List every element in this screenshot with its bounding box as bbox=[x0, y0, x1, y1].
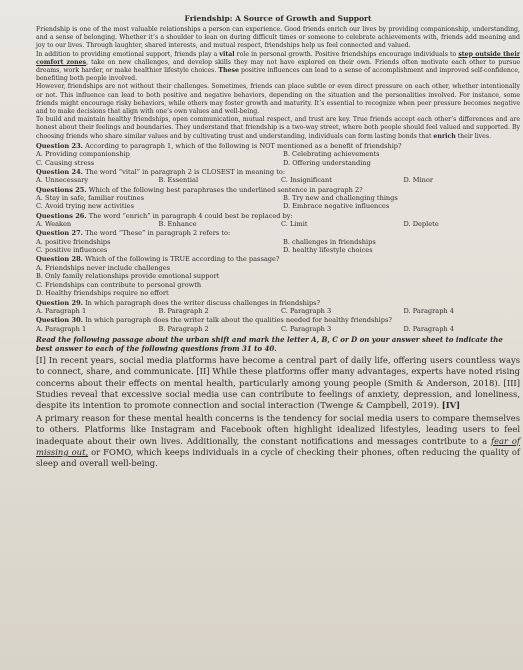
options-30 bbox=[36, 325, 520, 333]
option-a: A. Paragraph 1 bbox=[36, 325, 87, 334]
option-b: B. Paragraph 2 bbox=[158, 307, 209, 316]
keyword-these: These bbox=[218, 67, 239, 75]
option-a: A. positive friendships bbox=[36, 238, 111, 247]
option-b: B. challenges in friendships bbox=[283, 238, 376, 247]
option-a: A. Friendships never include challenges bbox=[36, 264, 170, 273]
section-instruction: Read the following passage about the urban shift and mark the letter A, B, C or D on your answer sheet to indicate the best answer to each of the following questions from 31 to 40. bbox=[36, 335, 503, 354]
question-number: Question 24. bbox=[36, 167, 83, 176]
question-text: Which of the following is TRUE according to the passage? bbox=[82, 255, 280, 264]
question-text: The word “vital” in paragraph 2 is CLOSEST in meaning to: bbox=[82, 167, 286, 176]
option-a: A. Paragraph 1 bbox=[36, 307, 87, 316]
question-text: The word “These” in paragraph 2 refers to: bbox=[82, 229, 231, 238]
question-number: Questions 26. bbox=[36, 211, 87, 220]
text: [III] Studies reveal that excessive social media use can contribute to feelings of anxiety, depression, and loneliness, despite its intention to promote connection and social interaction (Twenge & Campbell, 2019). bbox=[36, 377, 520, 411]
reading-paragraph-4 bbox=[36, 116, 520, 141]
question-text: The word “enrich” in paragraph 4 could best be replaced by: bbox=[86, 211, 293, 220]
option-b: B. Only family relationships provide emotional support bbox=[36, 272, 220, 281]
question-number: Question 23. bbox=[36, 141, 83, 150]
option-c: C. Limit bbox=[281, 220, 308, 229]
text: [I] In recent years, social media platforms have become a central part of daily life, offering users countless ways to connect, share, and communicate. bbox=[36, 355, 520, 377]
options-26 bbox=[36, 220, 520, 228]
reading-passage-2 bbox=[36, 355, 520, 411]
option-b: B. Celebrating achievements bbox=[283, 150, 380, 159]
question-25 bbox=[36, 186, 520, 195]
option-b: B. Paragraph 2 bbox=[158, 325, 209, 334]
option-a: A. Weaken bbox=[36, 220, 72, 229]
text: [II] While these platforms offer many advantages, experts have noted rising concerns about their effects on mental health, particularly among young people (Smith & Anderson, 2018). bbox=[36, 366, 521, 388]
reading-paragraph-1: Friendship is one of the most valuable relationships a person can experience. Good friends enrich our lives by providing companionship, understanding, and a sense of belonging. Whether it’s a shoulder to lean on during difficult times or someone to celebrate achievements with, friends add meaning and joy to our lives. Through laughter, shared interests, and mutual respect, friendships help us feel connected and valued. bbox=[36, 26, 520, 50]
keyword-enrich: enrich bbox=[433, 132, 456, 140]
option-c: C. Avoid trying new activities bbox=[36, 202, 134, 211]
question-number: Question 29. bbox=[36, 298, 83, 307]
marker-iv: [IV] bbox=[441, 400, 461, 411]
option-d: D. Healthy friendships require no effort bbox=[36, 289, 169, 298]
question-30 bbox=[36, 316, 520, 325]
option-b: B. Enhance bbox=[158, 220, 197, 229]
option-d: D. Paragraph 4 bbox=[403, 325, 454, 334]
text: To build and maintain healthy friendships, open communication, mutual respect, and trust are key. True friends accept each other’s differences and are honest about their feelings and boundaries. They understand that friendship is a two-way street, where both people should feel valued and supported. By choosing friends who share similar values and by cultivating trust and understanding, individuals can form lasting bonds that bbox=[36, 116, 520, 140]
question-text: In which paragraph does the writer discuss challenges in friendships? bbox=[82, 298, 321, 307]
question-number: Question 27. bbox=[36, 229, 83, 238]
option-c: C. Insignificant bbox=[281, 176, 332, 185]
text: positive influences can lead to a sense of accomplishment and improved self-confidence, benefiting both people involved. bbox=[36, 67, 521, 83]
options-25 bbox=[36, 194, 520, 210]
option-c: C. Paragraph 3 bbox=[281, 325, 332, 334]
option-b: B. Essential bbox=[158, 176, 199, 185]
reading-paragraph-2 bbox=[36, 51, 520, 84]
question-23 bbox=[36, 142, 520, 151]
option-b: B. Try new and challenging things bbox=[283, 194, 398, 203]
options-27 bbox=[36, 238, 520, 254]
option-c: C. Causing stress bbox=[36, 158, 95, 167]
options-23 bbox=[36, 150, 520, 166]
option-d: D. Offering understanding bbox=[283, 158, 371, 167]
options-29 bbox=[36, 307, 520, 315]
question-number: Question 28. bbox=[36, 255, 83, 264]
question-24 bbox=[36, 168, 520, 177]
option-a: A. Stay in safe, familiar routines bbox=[36, 194, 144, 203]
underlined-phrase: step outside their comfort zones bbox=[36, 50, 520, 66]
option-d: D. Embrace negative influences bbox=[283, 202, 390, 211]
option-a: A. Unnecessary bbox=[36, 176, 89, 185]
question-27 bbox=[36, 229, 520, 238]
question-28 bbox=[36, 255, 520, 264]
keyword-vital: vital bbox=[219, 50, 235, 58]
question-29 bbox=[36, 299, 520, 308]
page-title: Friendship: A Source of Growth and Support bbox=[184, 14, 372, 23]
text: , take on new challenges, and develop skills they may not have explored on their own. Friends often motivate each other to pursue dreams, work harder, or make healthier lifestyle choices. bbox=[36, 58, 520, 75]
option-d: D. Minor bbox=[403, 176, 433, 185]
text: A primary reason for these mental health concerns is the tendency for social media users to compare themselves to others. Platforms like Instagram and Facebook often highlight idealized lifestyles, leading users to feel inadequate about their own lives. Additionally, the constant notifications and messages contribute to a bbox=[36, 413, 520, 446]
question-26 bbox=[36, 212, 520, 221]
reading-passage-2-para-2 bbox=[36, 413, 520, 469]
text: In addition to providing emotional support, friends play a bbox=[36, 50, 220, 58]
worksheet-page bbox=[36, 14, 520, 469]
text: their lives. bbox=[455, 132, 491, 140]
reading-paragraph-3: However, friendships are not without their challenges. Sometimes, friends can place subtle or even direct pressure on each other, whether intentionally or not. This influence can lead to both positive and negative behaviors, depending on the situation and the personalities involved. For instance, some friends might encourage risky behaviors, while others may foster growth and maturity. It’s essential to recognize when peer pressure becomes negative and to make decisions that align with one’s own values and well-being. bbox=[36, 83, 520, 116]
text: or FOMO, which keeps individuals in a cycle of checking their phones, often reducing the quality of sleep and overall well-being. bbox=[36, 446, 520, 469]
options-28 bbox=[36, 264, 520, 298]
question-text: In which paragraph does the writer talk about the qualities needed for healthy friendships? bbox=[82, 316, 392, 325]
question-number: Questions 25. bbox=[36, 185, 87, 194]
option-c: C. Friendships can contribute to personal growth bbox=[36, 280, 202, 289]
underlined-phrase: fear of missing out, bbox=[36, 435, 521, 457]
text: role in personal growth. Positive friendships encourage individuals to bbox=[234, 50, 459, 58]
option-d: D. Deplete bbox=[403, 220, 439, 229]
option-c: C. positive influences bbox=[36, 246, 108, 255]
question-text: According to paragraph 1, which of the following is NOT mentioned as a benefit of friendship? bbox=[82, 141, 402, 150]
options-24 bbox=[36, 176, 520, 184]
option-c: C. Paragraph 3 bbox=[281, 307, 332, 316]
option-d: D. healthy lifestyle choices bbox=[283, 246, 373, 255]
option-a: A. Providing companionship bbox=[36, 150, 130, 159]
option-d: D. Paragraph 4 bbox=[403, 307, 454, 316]
question-number: Question 30. bbox=[36, 316, 83, 325]
question-text: Which of the following best paraphrases the underlined sentence in paragraph 2? bbox=[86, 185, 363, 194]
